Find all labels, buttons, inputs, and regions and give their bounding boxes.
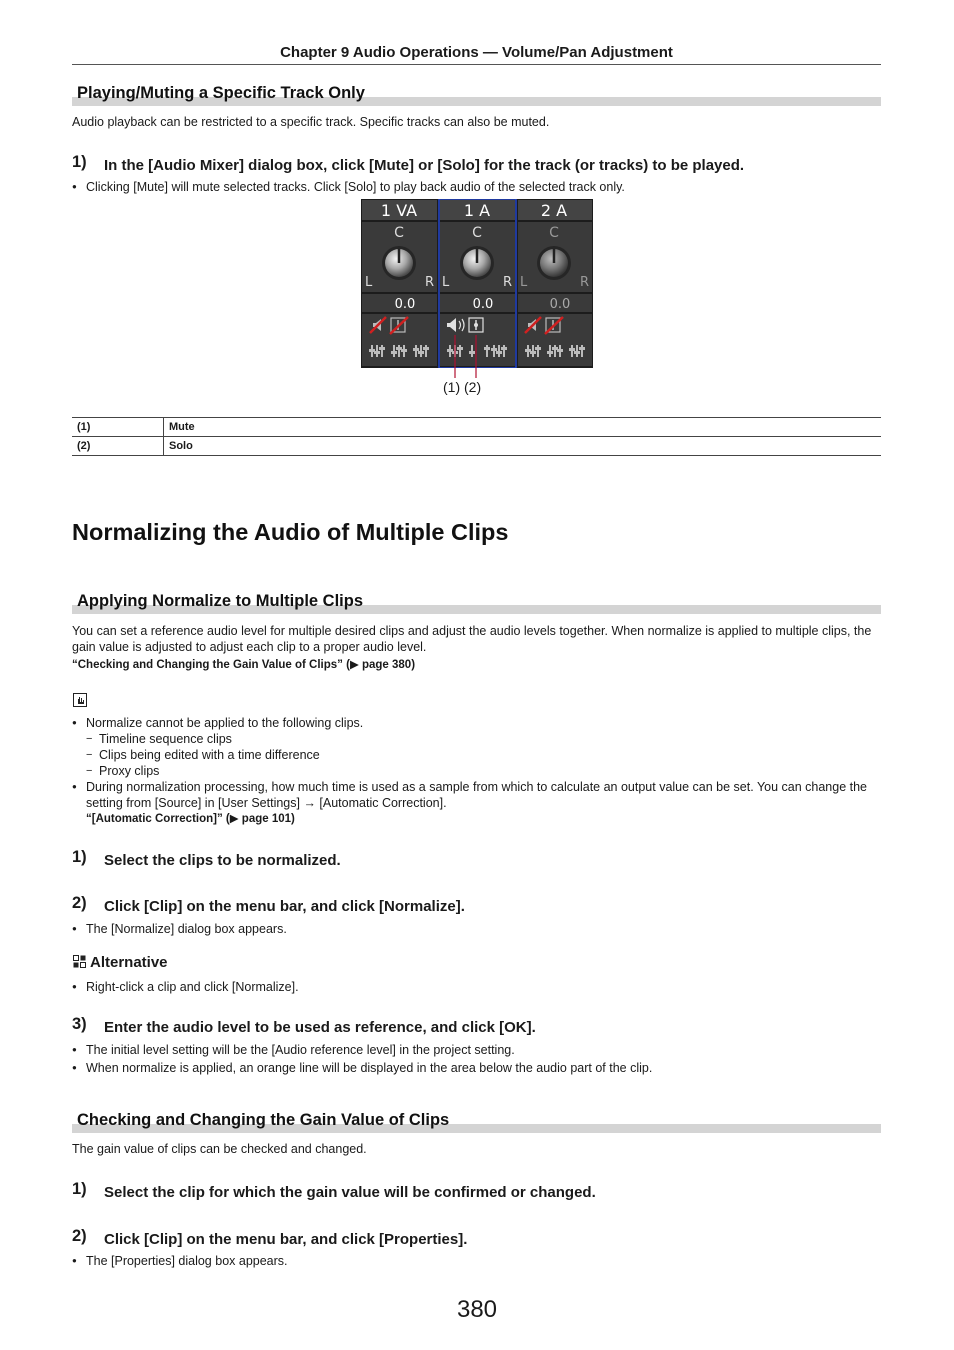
- sub-item: − Timeline sequence clips: [86, 731, 232, 747]
- audio-mixer-figure: [361, 199, 593, 368]
- step-number: 3): [72, 1015, 87, 1033]
- bullet-item: ● Normalize cannot be applied to the following clips.: [72, 715, 881, 731]
- main-heading: Normalizing the Audio of Multiple Clips: [72, 519, 509, 545]
- reference-link[interactable]: “[Automatic Correction]” (▶ page 101): [86, 813, 295, 825]
- legend-table: [72, 417, 881, 456]
- page-number: 380: [456, 1296, 498, 1323]
- alternative-label: Alternative: [90, 954, 168, 971]
- step-number: 1): [72, 848, 87, 866]
- step-text: Select the clips to be normalized.: [104, 852, 341, 869]
- step-text: Enter the audio level to be used as reference, and click [OK].: [104, 1019, 536, 1036]
- track-name: 1 VA: [380, 201, 418, 220]
- reference-link[interactable]: “Checking and Changing the Gain Value of Clips” (▶ page 380): [72, 659, 416, 671]
- section-title-playing-muting: Playing/Muting a Specific Track Only: [77, 84, 365, 102]
- section-title-applying-normalize: Applying Normalize to Multiple Clips: [77, 592, 364, 610]
- right-label: R: [503, 275, 513, 290]
- alternative-icon: [73, 955, 86, 968]
- bullet-item: ● The [Properties] dialog box appears.: [72, 1253, 881, 1269]
- eq-icon: [369, 345, 429, 357]
- section-title-gain-value: Checking and Changing the Gain Value of Clips: [77, 1111, 450, 1129]
- right-label: R: [425, 275, 435, 290]
- bullet-item: ● The [Normalize] dialog box appears.: [72, 921, 881, 937]
- note-icon: [73, 693, 87, 707]
- step-text: Click [Clip] on the menu bar, and click [Properties].: [104, 1231, 468, 1248]
- bullet-item: ● When normalize is applied, an orange line will be displayed in the area below the audio part of the clip.: [72, 1060, 881, 1076]
- chapter-header: Chapter 9 Audio Operations — Volume/Pan Adjustment: [72, 44, 881, 65]
- table-cell-id: (2): [72, 437, 164, 456]
- table-row: [72, 437, 881, 456]
- sub-item: − Proxy clips: [86, 763, 159, 779]
- bullet-item: ● Clicking [Mute] will mute selected tracks. Click [Solo] to play back audio of the selected track only.: [72, 179, 881, 195]
- pan-label: C: [472, 225, 482, 241]
- table-cell-id: (1): [72, 418, 164, 437]
- mixer-track-1a: [439, 199, 516, 368]
- pan-label: C: [549, 225, 559, 241]
- step-text: Select the clip for which the gain value will be confirmed or changed.: [104, 1184, 596, 1201]
- level-value: 0.0: [394, 297, 416, 312]
- bullet-item: ● The initial level setting will be the [Audio reference level] in the project setting.: [72, 1042, 881, 1058]
- table-cell-label: Mute: [164, 418, 882, 437]
- bullet-item: ● Right-click a clip and click [Normalize].: [72, 979, 881, 995]
- bullet-item: ● During normalization processing, how much time is used as a sample from which to calculate an output value can be set. You can change the setting from [Source] in [User Settings] → [Automatic Correction].: [72, 779, 881, 811]
- pan-label: C: [394, 225, 404, 241]
- left-label: L: [520, 275, 528, 290]
- section3-intro: The gain value of clips can be checked and changed.: [72, 1142, 367, 1156]
- step-number: 1): [72, 153, 87, 171]
- callout-labels: (1) (2): [443, 379, 482, 395]
- mixer-track-1va: [362, 200, 437, 366]
- section2-intro: You can set a reference audio level for multiple desired clips and adjust the audio levels together. When normalize is applied to multiple clips, the gain value is adjusted to adjust each clip to a proper audio level.: [72, 624, 872, 654]
- step-text: Click [Clip] on the menu bar, and click [Normalize].: [104, 898, 465, 915]
- left-label: L: [365, 275, 373, 290]
- section1-intro: Audio playback can be restricted to a specific track. Specific tracks can also be muted.: [72, 115, 550, 129]
- step-number: 2): [72, 1227, 87, 1245]
- step-text: In the [Audio Mixer] dialog box, click [Mute] or [Solo] for the track (or tracks) to be played.: [104, 157, 745, 174]
- sub-item: − Clips being edited with a time difference: [86, 747, 320, 763]
- track-name: 2 A: [540, 201, 568, 220]
- callout-lines: [450, 368, 490, 378]
- table-cell-label: Solo: [164, 437, 882, 456]
- level-value: 0.0: [549, 297, 571, 312]
- right-label: R: [580, 275, 590, 290]
- track-name: 1 A: [463, 201, 491, 220]
- mixer-track-2a: [518, 200, 592, 366]
- table-row: [72, 418, 881, 437]
- step-number: 1): [72, 1180, 87, 1198]
- left-label: L: [442, 275, 450, 290]
- level-value: 0.0: [472, 297, 494, 312]
- step-number: 2): [72, 894, 87, 912]
- eq-icon: [525, 345, 585, 357]
